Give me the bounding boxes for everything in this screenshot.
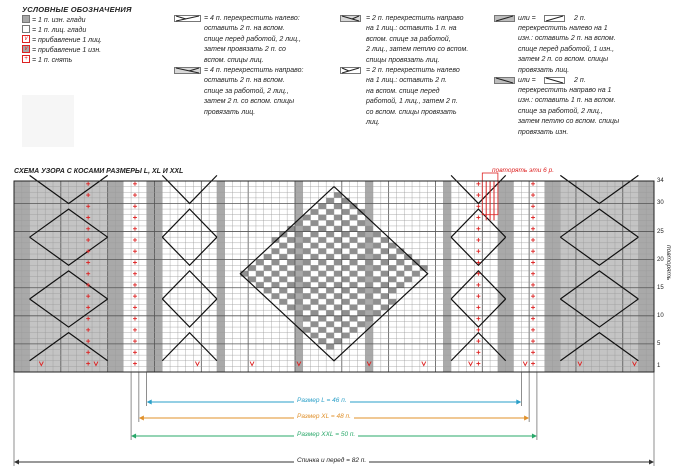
- side-repeat-label: повторять: [665, 245, 672, 281]
- seed-stitch-cell: [287, 293, 295, 299]
- dimension-arrow-left: [131, 434, 136, 439]
- seed-stitch-cell: [381, 260, 389, 266]
- dimension-arrow-right: [516, 400, 521, 405]
- seed-stitch-cell: [396, 282, 404, 288]
- seed-stitch-cell: [404, 277, 412, 283]
- dimension-label: Размер XL = 48 п.: [294, 413, 354, 420]
- seed-stitch-cell: [334, 305, 342, 311]
- seed-stitch-cell: [264, 254, 272, 260]
- cable-right-4-desc: = 4 п. перекрестить направо: оставить 2 п. на вспом. спице за работой, 2 лиц., затем 2 п. со вспом. спицы провязать лиц.: [204, 67, 304, 116]
- dimension-arrow-left: [147, 400, 152, 405]
- seed-stitch-cell: [326, 288, 334, 294]
- seed-stitch-cell: [373, 299, 381, 305]
- seed-stitch-cell: [342, 277, 350, 283]
- seed-stitch-cell: [326, 321, 334, 327]
- seed-stitch-cell: [264, 277, 272, 283]
- seed-stitch-cell: [365, 248, 373, 254]
- seed-stitch-cell: [381, 237, 389, 243]
- seed-stitch-cell: [350, 305, 358, 311]
- seed-stitch-cell: [412, 271, 420, 277]
- seed-stitch-cell: [350, 260, 358, 266]
- cable-left-purl-desc: перекрестить налево на 1 изн.: оставить 2 п. на вспом. спице перед работой, 1 изн., затем 2 п. со вспом. спицы провязать лиц.: [518, 25, 616, 74]
- seed-stitch-cell: [311, 254, 319, 260]
- seed-stitch-cell: [303, 305, 311, 311]
- seed-stitch-cell: [272, 293, 280, 299]
- seed-stitch-cell: [318, 293, 326, 299]
- seed-stitch-cell: [311, 333, 319, 339]
- cable-right-purl-or: или =: [518, 77, 536, 84]
- seed-stitch-cell: [318, 271, 326, 277]
- seed-stitch-cell: [240, 271, 248, 277]
- cable-left-4-desc: = 4 п. перекрестить налево: оставить 2 п. на вспом. спице перед работой, 2 лиц., затем провязать 2 п. со вспом. спицы лиц.: [204, 15, 301, 64]
- seed-stitch-cell: [287, 237, 295, 243]
- seed-stitch-cell: [334, 260, 342, 266]
- seed-stitch-cell: [303, 237, 311, 243]
- seed-stitch-cell: [326, 232, 334, 238]
- red-v-gray-square-icon: v: [22, 45, 30, 53]
- seed-stitch-cell: [318, 237, 326, 243]
- seed-stitch-cell: [350, 316, 358, 322]
- seed-stitch-cell: [326, 333, 334, 339]
- seed-stitch-cell: [303, 327, 311, 333]
- seed-stitch-cell: [287, 305, 295, 311]
- seed-stitch-cell: [287, 282, 295, 288]
- seed-stitch-cell: [373, 277, 381, 283]
- seed-stitch-cell: [326, 243, 334, 249]
- cable-right-2-desc: = 2 п. перекрестить направо на 1 лиц.: оставить 1 п. на вспом. спице за работой, 2 лиц., затем петлю со вспом. спицы провязать лиц.: [366, 15, 469, 64]
- seed-stitch-cell: [373, 310, 381, 316]
- seed-stitch-cell: [326, 277, 334, 283]
- seed-stitch-cell: [311, 265, 319, 271]
- seed-stitch-cell: [303, 293, 311, 299]
- seed-stitch-cell: [318, 282, 326, 288]
- seed-stitch-cell: [373, 288, 381, 294]
- seed-stitch-cell: [295, 265, 303, 271]
- dimension-arrow-left: [139, 416, 144, 421]
- seed-stitch-cell: [311, 321, 319, 327]
- row-number: 25: [657, 228, 664, 235]
- seed-stitch-cell: [350, 237, 358, 243]
- seed-stitch-cell: [279, 288, 287, 294]
- seed-stitch-cell: [303, 316, 311, 322]
- seed-stitch-cell: [350, 282, 358, 288]
- seed-stitch-cell: [389, 265, 397, 271]
- seed-stitch-cell: [311, 288, 319, 294]
- seed-stitch-cell: [334, 316, 342, 322]
- seed-stitch-cell: [357, 288, 365, 294]
- seed-stitch-cell: [295, 277, 303, 283]
- legend-item-inc-purl: v = прибавление 1 изн.: [22, 46, 101, 55]
- seed-stitch-cell: [365, 260, 373, 266]
- seed-stitch-cell: [279, 243, 287, 249]
- seed-stitch-cell: [342, 321, 350, 327]
- seed-stitch-cell: [381, 248, 389, 254]
- seed-stitch-cell: [373, 243, 381, 249]
- seed-stitch-cell: [279, 299, 287, 305]
- seed-stitch-cell: [365, 237, 373, 243]
- seed-stitch-cell: [357, 243, 365, 249]
- dimension-label: Спинка и перед = 82 п.: [294, 457, 369, 464]
- seed-stitch-cell: [334, 203, 342, 209]
- seed-stitch-cell: [404, 265, 412, 271]
- seed-stitch-cell: [357, 277, 365, 283]
- seed-stitch-cell: [373, 254, 381, 260]
- seed-stitch-cell: [287, 271, 295, 277]
- red-v-square-icon: v: [22, 35, 30, 43]
- seed-stitch-cell: [256, 271, 264, 277]
- seed-stitch-cell: [326, 220, 334, 226]
- row-number: 34: [657, 178, 664, 184]
- row-number: 20: [657, 256, 664, 263]
- seed-stitch-cell: [318, 327, 326, 333]
- seed-stitch-cell: [389, 254, 397, 260]
- seed-stitch-cell: [311, 232, 319, 238]
- seed-stitch-cell: [365, 282, 373, 288]
- seed-stitch-cell: [334, 237, 342, 243]
- seed-stitch-cell: [396, 260, 404, 266]
- seed-stitch-cell: [334, 215, 342, 221]
- seed-stitch-cell: [264, 288, 272, 294]
- seed-stitch-cell: [357, 265, 365, 271]
- seed-stitch-cell: [381, 305, 389, 311]
- seed-stitch-cell: [326, 198, 334, 204]
- legend-item-slip: + = 1 п. снять: [22, 56, 72, 65]
- cable-left-purl-or: или =: [518, 15, 536, 22]
- seed-stitch-cell: [342, 288, 350, 294]
- seed-stitch-cell: [350, 226, 358, 232]
- seed-stitch-cell: [357, 299, 365, 305]
- seed-stitch-cell: [381, 293, 389, 299]
- dimension-arrow-right: [524, 416, 529, 421]
- seed-stitch-cell: [256, 260, 264, 266]
- dimension-arrow-right: [649, 460, 654, 465]
- seed-stitch-cell: [365, 271, 373, 277]
- seed-stitch-cell: [295, 299, 303, 305]
- cable-right-purl-desc: перекрестить направо на 1 изн.: оставить 1 п. на вспом. спице за работой, 2 лиц., затем петлю со вспом. спицы провязать изн.: [518, 87, 620, 136]
- seed-stitch-cell: [295, 288, 303, 294]
- seed-stitch-cell: [373, 232, 381, 238]
- seed-stitch-cell: [303, 226, 311, 232]
- seed-stitch-cell: [365, 305, 373, 311]
- seed-stitch-cell: [342, 254, 350, 260]
- seed-stitch-cell: [342, 265, 350, 271]
- seed-stitch-cell: [365, 316, 373, 322]
- seed-stitch-cell: [303, 260, 311, 266]
- seed-stitch-cell: [272, 271, 280, 277]
- seed-stitch-cell: [334, 282, 342, 288]
- seed-stitch-cell: [311, 277, 319, 283]
- seed-stitch-cell: [389, 288, 397, 294]
- seed-stitch-cell: [326, 299, 334, 305]
- seed-stitch-cell: [264, 265, 272, 271]
- row-number: 5: [657, 340, 661, 347]
- seed-stitch-cell: [318, 316, 326, 322]
- seed-stitch-cell: [295, 254, 303, 260]
- seed-stitch-cell: [342, 243, 350, 249]
- seed-stitch-cell: [350, 271, 358, 277]
- seed-stitch-cell: [311, 220, 319, 226]
- seed-stitch-cell: [318, 226, 326, 232]
- seed-stitch-cell: [357, 220, 365, 226]
- seed-stitch-cell: [350, 215, 358, 221]
- seed-stitch-cell: [318, 203, 326, 209]
- seed-stitch-cell: [318, 338, 326, 344]
- seed-stitch-cell: [334, 293, 342, 299]
- dimension-arrow-left: [14, 460, 19, 465]
- cable-left-purl-after: 2 п.: [574, 15, 586, 22]
- seed-stitch-cell: [389, 277, 397, 283]
- seed-stitch-cell: [357, 310, 365, 316]
- row-number: 1: [657, 363, 661, 370]
- seed-stitch-cell: [287, 260, 295, 266]
- seed-stitch-cell: [342, 220, 350, 226]
- seed-stitch-cell: [357, 254, 365, 260]
- row-number: 15: [657, 284, 664, 291]
- seed-stitch-cell: [326, 209, 334, 215]
- seed-stitch-cell: [334, 248, 342, 254]
- seed-stitch-cell: [326, 265, 334, 271]
- seed-stitch-cell: [295, 232, 303, 238]
- seed-stitch-cell: [311, 243, 319, 249]
- seed-stitch-cell: [326, 254, 334, 260]
- seed-stitch-cell: [311, 299, 319, 305]
- seed-stitch-cell: [303, 282, 311, 288]
- seed-stitch-cell: [326, 310, 334, 316]
- seed-stitch-cell: [342, 310, 350, 316]
- seed-stitch-cell: [318, 248, 326, 254]
- seed-stitch-cell: [279, 254, 287, 260]
- repeat-label: повторять эти 6 р.: [492, 167, 554, 174]
- seed-stitch-cell: [342, 333, 350, 339]
- seed-stitch-cell: [342, 209, 350, 215]
- seed-stitch-cell: [342, 299, 350, 305]
- seed-stitch-cell: [311, 209, 319, 215]
- seed-stitch-cell: [357, 321, 365, 327]
- seed-stitch-cell: [256, 282, 264, 288]
- seed-stitch-cell: [279, 277, 287, 283]
- seed-stitch-cell: [318, 260, 326, 266]
- seed-stitch-cell: [334, 226, 342, 232]
- seed-stitch-cell: [334, 271, 342, 277]
- dimension-label: Размер XXL = 50 п.: [294, 431, 358, 438]
- seed-stitch-cell: [365, 226, 373, 232]
- cable-right-purl-after: 2 п.: [574, 77, 586, 84]
- seed-stitch-cell: [396, 271, 404, 277]
- legend-item-inc-knit: v = прибавление 1 лиц.: [22, 36, 102, 45]
- seed-stitch-cell: [357, 232, 365, 238]
- red-plus-square-icon: +: [22, 55, 30, 63]
- seed-stitch-cell: [350, 293, 358, 299]
- seed-stitch-cell: [295, 243, 303, 249]
- seed-stitch-cell: [287, 248, 295, 254]
- seed-stitch-cell: [311, 310, 319, 316]
- seed-stitch-cell: [279, 265, 287, 271]
- legend-item-purl: = 1 п. изн. глади: [22, 16, 85, 25]
- seed-stitch-cell: [350, 327, 358, 333]
- seed-stitch-cell: [334, 338, 342, 344]
- seed-stitch-cell: [303, 271, 311, 277]
- dimension-label: Размер L = 46 п.: [294, 397, 350, 404]
- row-number: 10: [657, 312, 664, 319]
- row-number: 30: [657, 200, 664, 207]
- seed-stitch-cell: [318, 305, 326, 311]
- seed-stitch-cell: [326, 344, 334, 350]
- seed-stitch-cell: [365, 293, 373, 299]
- seed-stitch-cell: [295, 310, 303, 316]
- seed-stitch-cell: [381, 271, 389, 277]
- seed-stitch-cell: [272, 260, 280, 266]
- seed-stitch-cell: [373, 265, 381, 271]
- chart-title: СХЕМА УЗОРА С КОСАМИ РАЗМЕРЫ L, XL И XXL: [14, 168, 184, 175]
- seed-stitch-cell: [272, 248, 280, 254]
- dimension-arrow-right: [532, 434, 537, 439]
- seed-stitch-cell: [342, 232, 350, 238]
- seed-stitch-cell: [334, 327, 342, 333]
- legend-item-knit: = 1 п. лиц. глади: [22, 26, 86, 35]
- cable-left-2-desc: = 2 п. перекрестить налево на 1 лиц.: оставить 2 п. на вспом. спице перед работой, 1 лиц., затем 2 п. со вспом. спицы провязать лиц.: [366, 67, 460, 127]
- seed-stitch-cell: [381, 282, 389, 288]
- seed-stitch-cell: [303, 248, 311, 254]
- seed-stitch-cell: [350, 248, 358, 254]
- seed-stitch-cell: [272, 282, 280, 288]
- seed-stitch-cell: [303, 215, 311, 221]
- legend-title: УСЛОВНЫЕ ОБОЗНАЧЕНИЯ: [22, 5, 132, 14]
- seed-stitch-cell: [318, 215, 326, 221]
